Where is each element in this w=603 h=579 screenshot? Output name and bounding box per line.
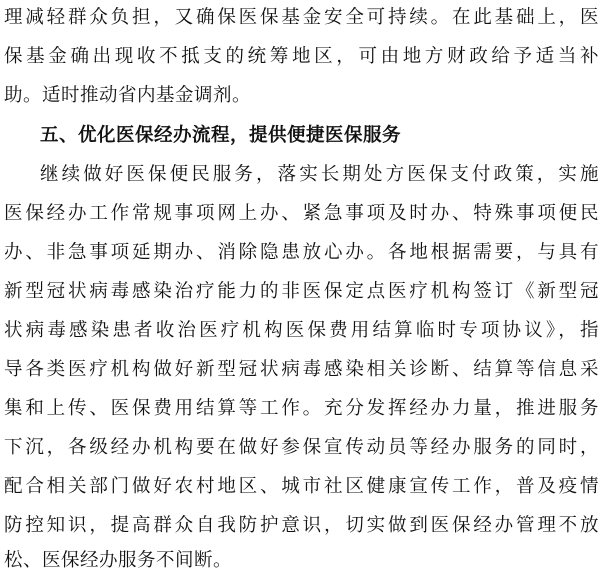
p1-line-3: 助。适时推动省内基金调剂。: [4, 85, 252, 106]
p2-line-11: 松、医保经办服务不间断。: [4, 550, 233, 571]
p1-line-1: 理减轻群众负担，又确保医保基金安全可持续。在此基础上，医: [4, 7, 599, 28]
p2-line-9: 配合相关部门做好农村地区、城市社区健康宣传工作，普及疫情: [4, 476, 599, 497]
p2-line-2: 医保经办工作常规事项网上办、紧急事项及时办、特殊事项便民: [4, 203, 599, 224]
p2-line-4: 新型冠状病毒感染治疗能力的非医保定点医疗机构签订《新型冠: [4, 281, 599, 302]
p2-line-6: 导各类医疗机构做好新型冠状病毒感染相关诊断、结算等信息采: [4, 359, 599, 380]
p2-line-5: 状病毒感染患者收治医疗机构医保费用结算临时专项协议》，指: [4, 320, 599, 341]
p2-line-3: 办、非急事项延期办、消除隐患放心办。各地根据需要，与具有: [4, 242, 599, 263]
section-heading: 五、优化医保经办流程，提供便捷医保服务: [40, 125, 402, 146]
p2-line-8: 下沉，各级经办机构要在做好参保宣传动员等经办服务的同时，: [4, 437, 599, 458]
p2-line-10: 防控知识，提高群众自我防护意识，切实做到医保经办管理不放: [4, 515, 599, 536]
p2-line-7: 集和上传、医保费用结算等工作。充分发挥经办力量，推进服务: [4, 398, 599, 419]
p2-line-1: 继续做好医保便民服务，落实长期处方医保支付政策，实施: [40, 164, 599, 185]
p1-line-2: 保基金确出现收不抵支的统筹地区，可由地方财政给予适当补: [4, 46, 599, 67]
